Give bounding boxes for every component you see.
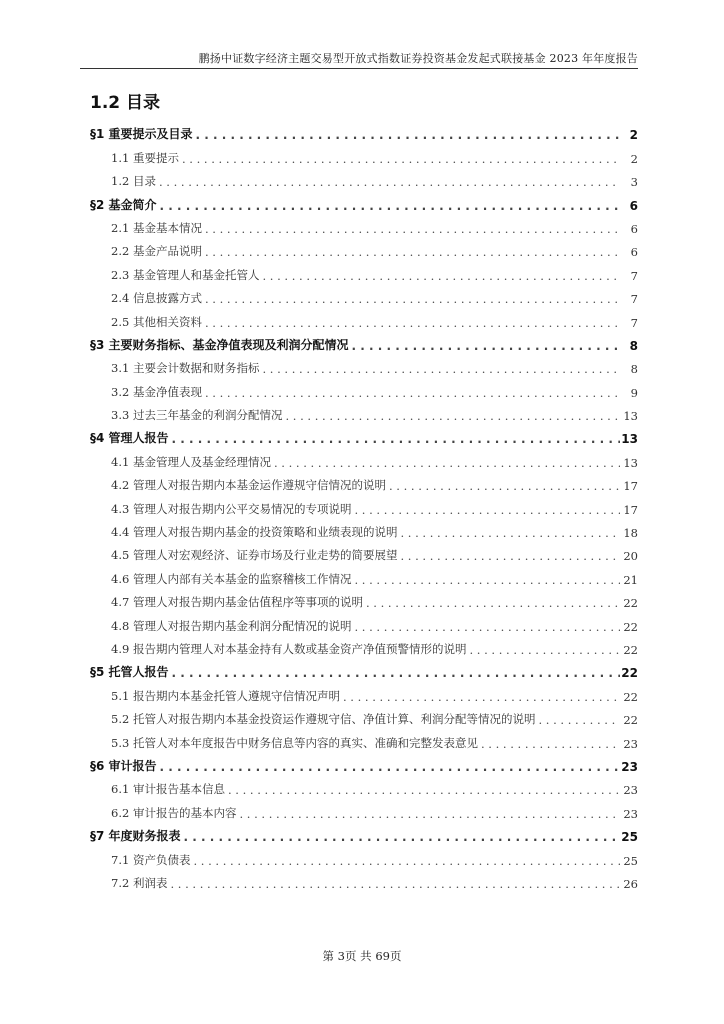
toc-entry-label: 7.1 资产负债表 xyxy=(111,852,191,867)
toc-dot-leader xyxy=(236,807,620,822)
toc-subsection-entry[interactable] xyxy=(90,518,638,541)
toc-entry-label: 4.1 基金管理人及基金经理情况 xyxy=(111,454,271,469)
toc-subsection-entry[interactable] xyxy=(90,447,638,470)
toc-entry-label: 4.5 管理人对宏观经济、证券市场及行业走势的简要展望 xyxy=(111,548,398,563)
toc-subsection-entry[interactable] xyxy=(90,588,638,611)
toc-dot-leader xyxy=(271,456,620,471)
toc-page-number: 23 xyxy=(623,783,638,798)
toc-entry-label: 1.2 目录 xyxy=(111,174,156,189)
toc-dot-leader xyxy=(157,199,620,214)
toc-page-number: 13 xyxy=(623,455,638,470)
toc-subsection-entry[interactable] xyxy=(90,728,638,751)
toc-dot-leader xyxy=(397,526,620,541)
toc-subsection-entry[interactable] xyxy=(90,307,638,330)
toc-page-number: 21 xyxy=(623,572,638,587)
toc-page-number: 22 xyxy=(623,713,638,728)
toc-page-number: 6 xyxy=(630,245,638,260)
toc-entry-label: §5 托管人报告 xyxy=(90,665,169,680)
toc-dot-leader xyxy=(167,877,620,892)
toc-dot-leader xyxy=(156,175,620,190)
toc-dot-leader xyxy=(349,339,620,354)
page-footer: 第 3页 共 69页 xyxy=(322,949,402,963)
toc-subsection-entry[interactable] xyxy=(90,541,638,564)
toc-dot-leader xyxy=(397,549,620,564)
toc-page-number: 25 xyxy=(623,853,638,868)
toc-page-number: 13 xyxy=(621,432,638,447)
toc-dot-leader xyxy=(535,713,620,728)
toc-subsection-entry[interactable] xyxy=(90,143,638,166)
toc-dot-leader xyxy=(259,269,620,284)
toc-dot-leader xyxy=(202,386,620,401)
toc-page-number: 22 xyxy=(623,642,638,657)
toc-page-number: 13 xyxy=(623,409,638,424)
toc-subsection-entry[interactable] xyxy=(90,214,638,237)
toc-page-number: 6 xyxy=(630,221,638,236)
toc-entry-label: §4 管理人报告 xyxy=(90,431,169,446)
toc-subsection-entry[interactable] xyxy=(90,869,638,892)
toc-entry-label: §1 重要提示及目录 xyxy=(90,127,193,142)
toc-entry-label: §7 年度财务报表 xyxy=(90,829,181,844)
toc-entry-label: 4.8 管理人对报告期内基金利润分配情况的说明 xyxy=(111,618,352,633)
toc-page-number: 17 xyxy=(623,479,638,494)
toc-entry-label: 5.3 托管人对本年度报告中财务信息等内容的真实、准确和完整发表意见 xyxy=(111,735,478,750)
toc-page-number: 25 xyxy=(621,830,638,845)
toc-entry-label: 4.9 报告期内管理人对本基金持有人数或基金资产净值预警情形的说明 xyxy=(111,641,467,656)
toc-chapter-entry[interactable] xyxy=(90,752,638,775)
toc-page-number: 20 xyxy=(623,549,638,564)
toc-dot-leader xyxy=(202,245,620,260)
toc-entry-label: 2.2 基金产品说明 xyxy=(111,244,202,259)
toc-dot-leader xyxy=(202,292,620,307)
toc-entry-label: §6 审计报告 xyxy=(90,758,157,773)
toc-entry-label: 4.2 管理人对报告期内本基金运作遵规守信情况的说明 xyxy=(111,478,386,493)
toc-dot-leader xyxy=(466,643,620,658)
toc-entry-label: §3 主要财务指标、基金净值表现及利润分配情况 xyxy=(90,337,349,352)
toc-chapter-entry[interactable] xyxy=(90,331,638,354)
table-of-contents xyxy=(90,120,638,892)
toc-dot-leader xyxy=(351,503,620,518)
toc-entry-label: 4.4 管理人对报告期内基金的投资策略和业绩表现的说明 xyxy=(111,525,398,540)
toc-subsection-entry[interactable] xyxy=(90,260,638,283)
toc-entry-label: 2.5 其他相关资料 xyxy=(111,314,202,329)
toc-dot-leader xyxy=(202,222,620,237)
toc-subsection-entry[interactable] xyxy=(90,635,638,658)
toc-entry-label: 2.1 基金基本情况 xyxy=(111,220,202,235)
toc-chapter-entry[interactable] xyxy=(90,658,638,681)
toc-subsection-entry[interactable] xyxy=(90,494,638,517)
section-title: 1.2 目录 xyxy=(90,93,161,113)
toc-dot-leader xyxy=(225,783,620,798)
toc-page-number: 17 xyxy=(623,502,638,517)
toc-entry-label: 5.2 托管人对报告期内本基金投资运作遵规守信、净值计算、利润分配等情况的说明 xyxy=(111,712,536,727)
toc-dot-leader xyxy=(202,316,620,331)
toc-entry-label: 4.7 管理人对报告期内基金估值程序等事项的说明 xyxy=(111,595,363,610)
toc-page-number: 7 xyxy=(630,315,638,330)
toc-entry-label: 2.3 基金管理人和基金托管人 xyxy=(111,267,260,282)
toc-entry-label: 7.2 利润表 xyxy=(111,875,168,890)
toc-chapter-entry[interactable] xyxy=(90,424,638,447)
toc-page-number: 23 xyxy=(623,806,638,821)
toc-entry-label: 5.1 报告期内本基金托管人遵规守信情况声明 xyxy=(111,688,340,703)
toc-page-number: 22 xyxy=(623,596,638,611)
toc-page-number: 7 xyxy=(630,268,638,283)
toc-dot-leader xyxy=(282,409,620,424)
toc-dot-leader xyxy=(478,737,620,752)
toc-page-number: 23 xyxy=(623,736,638,751)
toc-dot-leader xyxy=(193,128,620,143)
toc-page-number: 2 xyxy=(630,151,638,166)
toc-subsection-entry[interactable] xyxy=(90,564,638,587)
toc-entry-label: 4.3 管理人对报告期内公平交易情况的专项说明 xyxy=(111,501,352,516)
toc-page-number: 8 xyxy=(629,338,638,353)
toc-subsection-entry[interactable] xyxy=(90,775,638,798)
toc-chapter-entry[interactable] xyxy=(90,822,638,845)
toc-dot-leader xyxy=(190,854,620,869)
toc-page-number: 22 xyxy=(623,689,638,704)
toc-subsection-entry[interactable] xyxy=(90,611,638,634)
toc-chapter-entry[interactable] xyxy=(90,190,638,213)
toc-dot-leader xyxy=(351,620,620,635)
toc-entry-label: 3.2 基金净值表现 xyxy=(111,384,202,399)
header-divider xyxy=(80,68,638,69)
toc-subsection-entry[interactable] xyxy=(90,705,638,728)
toc-entry-label: 3.1 主要会计数据和财务指标 xyxy=(111,361,260,376)
toc-dot-leader xyxy=(363,596,620,611)
toc-page-number: 18 xyxy=(623,526,638,541)
toc-subsection-entry[interactable] xyxy=(90,401,638,424)
toc-subsection-entry[interactable] xyxy=(90,681,638,704)
toc-entry-label: 1.1 重要提示 xyxy=(111,150,179,165)
toc-chapter-entry[interactable] xyxy=(90,120,638,143)
toc-dot-leader xyxy=(386,479,620,494)
toc-dot-leader xyxy=(169,666,620,681)
toc-page-number: 6 xyxy=(629,198,638,213)
toc-entry-label: 4.6 管理人内部有关本基金的监察稽核工作情况 xyxy=(111,571,352,586)
toc-dot-leader xyxy=(179,152,620,167)
toc-page-number: 7 xyxy=(630,292,638,307)
toc-dot-leader xyxy=(259,362,620,377)
report-header-title: 鹏扬中证数字经济主题交易型开放式指数证券投资基金发起式联接基金 2023 年年度报告 xyxy=(198,52,638,65)
toc-page-number: 23 xyxy=(621,759,638,774)
toc-subsection-entry[interactable] xyxy=(90,471,638,494)
toc-page-number: 26 xyxy=(623,876,638,891)
toc-page-number: 9 xyxy=(630,385,638,400)
toc-subsection-entry[interactable] xyxy=(90,354,638,377)
toc-entry-label: 6.1 审计报告基本信息 xyxy=(111,782,225,797)
toc-page-number: 2 xyxy=(629,128,638,143)
toc-page-number: 22 xyxy=(621,666,638,681)
toc-entry-label: 6.2 审计报告的基本内容 xyxy=(111,805,237,820)
toc-entry-label: 3.3 过去三年基金的利润分配情况 xyxy=(111,408,283,423)
toc-dot-leader xyxy=(340,690,620,705)
toc-entry-label: 2.4 信息披露方式 xyxy=(111,291,202,306)
toc-dot-leader xyxy=(351,573,620,588)
toc-dot-leader xyxy=(181,830,620,845)
toc-page-number: 8 xyxy=(630,362,638,377)
toc-subsection-entry[interactable] xyxy=(90,798,638,821)
toc-subsection-entry[interactable] xyxy=(90,845,638,868)
toc-entry-label: §2 基金简介 xyxy=(90,197,157,212)
toc-dot-leader xyxy=(157,760,620,775)
toc-dot-leader xyxy=(169,432,620,447)
toc-page-number: 22 xyxy=(623,619,638,634)
toc-subsection-entry[interactable] xyxy=(90,377,638,400)
toc-subsection-entry[interactable] xyxy=(90,284,638,307)
toc-page-number: 3 xyxy=(630,175,638,190)
toc-subsection-entry[interactable] xyxy=(90,167,638,190)
toc-subsection-entry[interactable] xyxy=(90,237,638,260)
